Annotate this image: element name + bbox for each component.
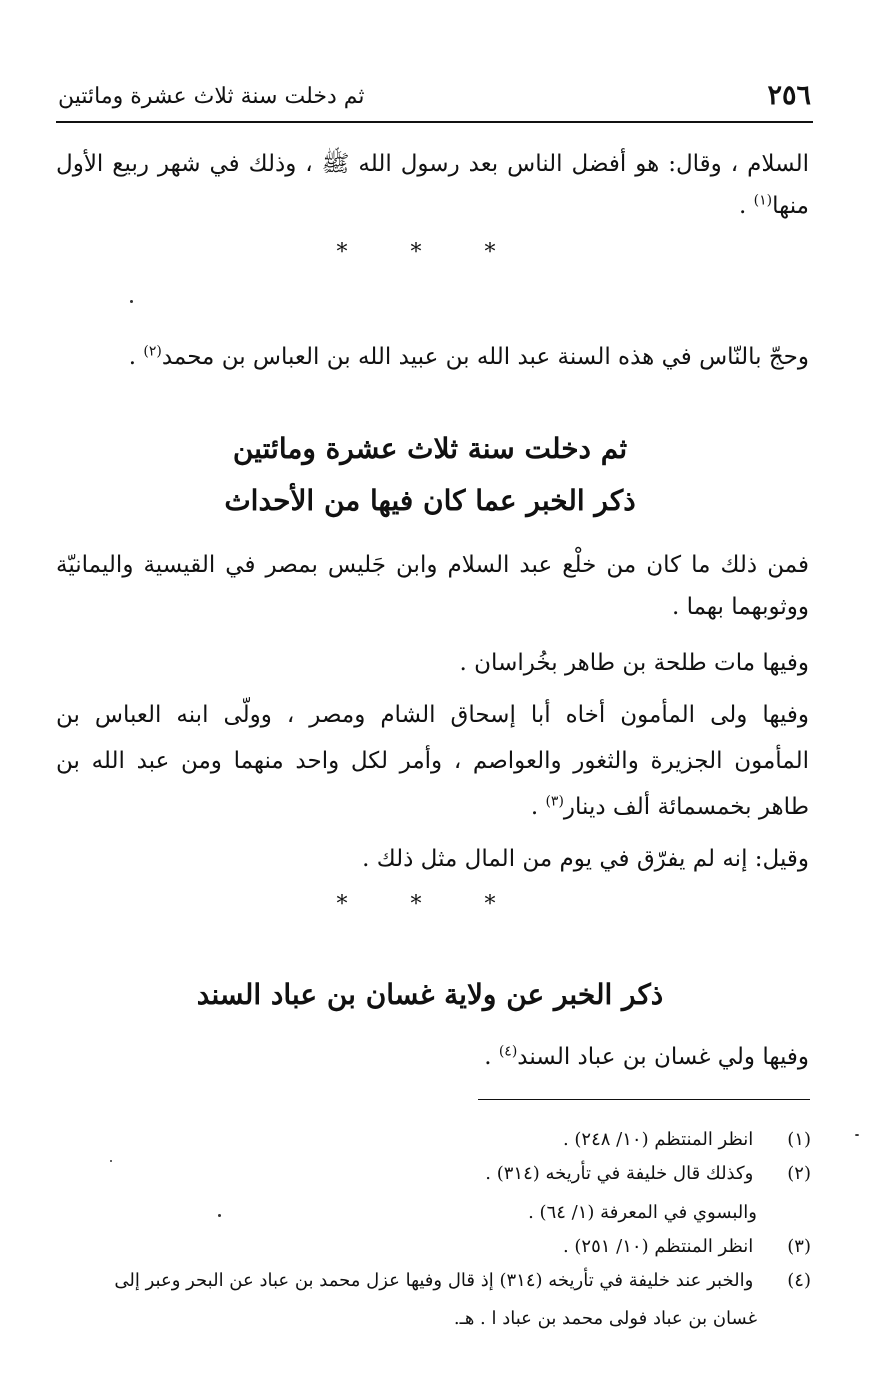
- section-heading-ghassan: ذكر الخبر عن ولاية غسان بن عباد السند: [196, 978, 664, 1011]
- paragraph-1-end: .: [739, 193, 754, 219]
- footnote-3-number: (٣): [787, 1236, 811, 1257]
- running-title: ثم دخلت سنة ثلاث عشرة ومائتين: [58, 84, 365, 109]
- footnote-ref-4: (٤): [498, 1043, 518, 1060]
- section-divider-stars: * * *: [336, 240, 524, 265]
- page-number: ٢٥٦: [767, 80, 811, 111]
- paragraph-5-line-1: وفيها ولى المأمون أخاه أبا إسحاق الشام ومصر ، وولّى ابنه العباس بن: [56, 702, 809, 728]
- footnote-ref-3: (٣): [545, 793, 564, 810]
- paragraph-5-line-2: المأمون الجزيرة والثغور والعواصم ، وأمر لكل واحد منهما ومن عبد الله بن: [56, 748, 809, 774]
- paragraph-4: وفيها مات طلحة بن طاهر بخُراسان .: [459, 650, 809, 676]
- paragraph-1-line-2: [56, 183, 809, 229]
- footnote-4-number: (٤): [787, 1270, 811, 1291]
- paragraph-6: وقيل: إنه لم يفرّق في يوم من المال مثل ذلك .: [362, 846, 809, 872]
- section-heading-events: ذكر الخبر عما كان فيها من الأحداث: [224, 484, 636, 517]
- paragraph-3-line-2: ووثوبهما بهما .: [671, 594, 809, 620]
- paragraph-7-end: .: [484, 1044, 499, 1070]
- paragraph-2-end: .: [128, 344, 144, 370]
- paragraph-1: [56, 141, 809, 229]
- paragraph-1-line-1: السلام ، وقال: هو أفضل الناس بعد رسول الله ﷺ ، وذلك في شهر ربيع الأول: [56, 151, 809, 177]
- section-divider-stars-2: * * *: [336, 892, 524, 917]
- footnote-1-text: انظر المنتظم (١٠/ ٢٤٨) .: [562, 1129, 754, 1150]
- footnote-4-text: والخبر عند خليفة في تأريخه (٣١٤) إذ قال وفيها عزل محمد بن عباد عن البحر وعبر إلى: [114, 1270, 754, 1291]
- paragraph-7: [56, 1034, 809, 1080]
- header-rule: [56, 121, 813, 123]
- footnote-4-continuation: غسان بن عباد فولى محمد بن عباد ا . هـ.: [453, 1308, 757, 1329]
- chapter-heading: ثم دخلت سنة ثلاث عشرة ومائتين: [232, 432, 628, 465]
- footnote-3-text: انظر المنتظم (١٠/ ٢٥١) .: [562, 1236, 754, 1257]
- print-speck: [855, 1134, 859, 1136]
- footnote-3: [56, 1230, 811, 1264]
- print-speck: [130, 300, 133, 303]
- footnote-rule: [478, 1099, 810, 1100]
- footnote-2: [56, 1157, 811, 1191]
- paragraph-1-text: منها: [772, 193, 809, 219]
- paragraph-7-text: وفيها ولي غسان بن عباد السند: [517, 1044, 809, 1070]
- footnote-2-continuation: والبسوي في المعرفة (١/ ٦٤) .: [528, 1202, 757, 1223]
- paragraph-3: [56, 542, 809, 630]
- footnote-2-number: (٢): [787, 1163, 811, 1184]
- paragraph-5-line-3: [56, 784, 809, 830]
- footnote-ref-2: (٢): [143, 343, 162, 360]
- footnote-2-text: وكذلك قال خليفة في تأريخه (٣١٤) .: [485, 1163, 754, 1184]
- paragraph-2: [56, 334, 809, 380]
- paragraph-5-text: طاهر بخمسمائة ألف دينار: [563, 794, 809, 820]
- footnote-1-number: (١): [787, 1129, 811, 1150]
- paragraph-2-text: وحجّ بالنّاس في هذه السنة عبد الله بن عبيد الله بن العباس بن محمد: [161, 344, 809, 370]
- footnote-1: [56, 1123, 811, 1157]
- paragraph-3-line-1: فمن ذلك ما كان من خلْع عبد السلام وابن جَليس بمصر في القيسية واليمانيّة: [56, 552, 809, 578]
- running-header: [58, 78, 811, 118]
- paragraph-5-end: .: [530, 794, 546, 820]
- paragraph-5: [56, 692, 809, 830]
- footnote-4: [56, 1264, 811, 1298]
- footnote-ref-1: (١): [753, 192, 773, 209]
